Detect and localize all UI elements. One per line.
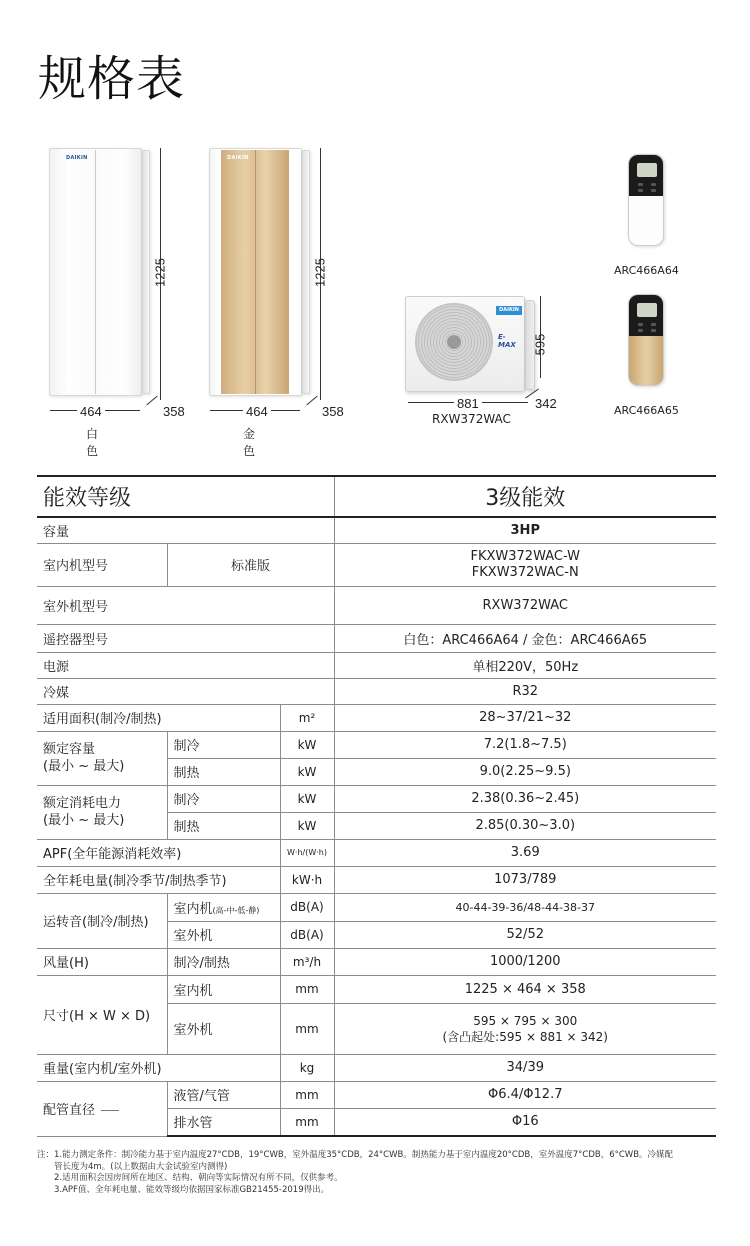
rated-capacity-range-note: (最小 ~ 最大) — [43, 759, 125, 774]
remote-button — [651, 183, 656, 186]
table-row-capacity — [37, 517, 716, 543]
height-dimension: 595 — [532, 333, 548, 356]
rated-power-heat-value: 2.85(0.30~3.0) — [334, 812, 716, 839]
table-row-area — [37, 704, 716, 731]
size-outdoor-label: 室外机 — [167, 1003, 280, 1054]
piping-drain-unit: mm — [280, 1108, 334, 1136]
rated-power-heat-unit: kW — [280, 812, 334, 839]
height-dimension: 1225 — [152, 258, 168, 287]
piping-drain-label: 排水管 — [167, 1108, 280, 1136]
table-row-rated-capacity-cool — [37, 731, 716, 758]
remote-button — [638, 183, 643, 186]
rated-power-cool-value: 2.38(0.36~2.45) — [334, 785, 716, 812]
rated-capacity-cool-unit: kW — [280, 731, 334, 758]
capacity-label: 容量 — [37, 517, 334, 543]
table-row-refrigerant — [37, 678, 716, 704]
table-row-outdoor-model — [37, 586, 716, 624]
remote-gold-body — [628, 294, 664, 386]
rated-capacity-cool-label: 制冷 — [167, 731, 280, 758]
noise-outdoor-unit: dB(A) — [280, 921, 334, 948]
depth-dimension-line — [306, 396, 317, 406]
fan-hub — [447, 335, 461, 349]
table-row-weight — [37, 1054, 716, 1081]
weight-unit: kg — [280, 1054, 334, 1081]
power-label: 电源 — [37, 652, 334, 678]
footnote-2: 2.适用面积会因房间所在地区、结构、朝向等实际情况有所不同，仅供参考。 — [54, 1173, 343, 1183]
remote-model-label: 遥控器型号 — [37, 624, 334, 652]
apf-label: APF(全年能源消耗效率) — [37, 839, 280, 866]
remote-button — [638, 329, 643, 332]
depth-dimension: 358 — [163, 404, 185, 419]
height-dimension: 1225 — [312, 258, 328, 287]
apf-value: 3.69 — [334, 839, 716, 866]
footnote-1-cont: 管长度为4m。(以上数据由大金试验室内测得) — [54, 1161, 228, 1172]
rated-power-label — [37, 785, 167, 839]
size-indoor-label: 室内机 — [167, 975, 280, 1003]
depth-dimension-line — [146, 396, 157, 406]
depth-dimension: 342 — [535, 396, 557, 411]
refrigerant-value: R32 — [334, 678, 716, 704]
area-unit: m² — [280, 704, 334, 731]
piping-label — [37, 1081, 167, 1136]
brand-logo: DAIKIN — [227, 155, 249, 161]
weight-value: 34/39 — [334, 1054, 716, 1081]
piping-label-text: 配管直径 — [43, 1103, 96, 1118]
noise-indoor-label — [167, 893, 280, 921]
size-label: 尺寸(H × W × D) — [37, 975, 167, 1054]
table-row-apf — [37, 839, 716, 866]
spec-table — [37, 475, 716, 1137]
indoor-model-value — [334, 543, 716, 586]
indoor-unit-gold-side — [302, 150, 310, 394]
rated-capacity-cool-value: 7.2(1.8~7.5) — [334, 731, 716, 758]
panel-divider — [255, 150, 256, 394]
rated-capacity-heat-unit: kW — [280, 758, 334, 785]
capacity-value: 3HP — [334, 517, 716, 543]
rated-capacity-label — [37, 731, 167, 785]
annual-power-label: 全年耗电量(制冷季节/制热季节) — [37, 866, 280, 893]
remote-model-value: 白色：ARC466A64 / 金色：ARC466A65 — [334, 624, 716, 652]
airflow-sub: 制冷/制热 — [167, 948, 280, 975]
airflow-label: 风量(H) — [37, 948, 167, 975]
area-label: 适用面积(制冷/制热) — [37, 704, 280, 731]
indoor-model-white: FKXW372WAC-W — [470, 548, 580, 564]
table-row-energy-class — [37, 476, 716, 517]
noise-label: 运转音(制冷/制热) — [37, 893, 167, 948]
remote-gold-caption: ARC466A65 — [614, 404, 679, 417]
power-value: 单相220V，50Hz — [334, 652, 716, 678]
table-row-noise-indoor — [37, 893, 716, 921]
noise-indoor-note: (高-中-低-静) — [212, 905, 260, 915]
table-row-indoor-model — [37, 543, 716, 586]
table-row-power — [37, 652, 716, 678]
rated-capacity-title: 额定容量 — [43, 742, 96, 757]
rated-power-range-note: (最小 ~ 最大) — [43, 813, 125, 828]
rated-power-cool-unit: kW — [280, 785, 334, 812]
table-row-remote-model — [37, 624, 716, 652]
indoor-model-gold: FKXW372WAC-N — [471, 564, 579, 580]
indoor-white-caption: 白色 — [86, 427, 99, 458]
size-outdoor-value — [334, 1003, 716, 1054]
table-row-piping-liquid — [37, 1081, 716, 1108]
remote-screen — [637, 163, 657, 177]
footnotes — [37, 1150, 717, 1196]
apf-unit: W·h/(W·h) — [280, 839, 334, 866]
area-value: 28~37/21~32 — [334, 704, 716, 731]
size-outdoor-note: (含凸起处:595 × 881 × 342) — [442, 1029, 608, 1044]
annual-power-value: 1073/789 — [334, 866, 716, 893]
noise-indoor-value: 40-44-39-36/48-44-38-37 — [334, 893, 716, 921]
indoor-unit-white-side — [142, 150, 150, 394]
piping-drain-value: Φ16 — [334, 1108, 716, 1136]
outdoor-caption: RXW372WAC — [432, 412, 511, 426]
piping-liquid-label: 液管/气管 — [167, 1081, 280, 1108]
noise-indoor-title: 室内机 — [173, 901, 213, 917]
width-dimension: 464 — [243, 404, 271, 419]
energy-class-label: 能效等级 — [37, 476, 334, 517]
indoor-model-sub: 标准版 — [167, 543, 334, 586]
width-dimension: 464 — [77, 404, 105, 419]
brand-badge: DAIKIN — [496, 306, 522, 315]
indoor-gold-caption: 金色 — [243, 427, 256, 458]
remote-button — [638, 189, 643, 192]
size-outdoor-main: 595 × 795 × 300 — [473, 1013, 578, 1028]
table-row-size-indoor — [37, 975, 716, 1003]
panel-divider — [95, 150, 96, 394]
energy-class-value: 3级能效 — [334, 476, 716, 517]
rated-power-heat-label: 制热 — [167, 812, 280, 839]
indoor-model-label: 室内机型号 — [37, 543, 167, 586]
outdoor-model-value: RXW372WAC — [334, 586, 716, 624]
airflow-value: 1000/1200 — [334, 948, 716, 975]
remote-white-body — [628, 154, 664, 246]
noise-outdoor-label: 室外机 — [167, 921, 280, 948]
airflow-unit: m³/h — [280, 948, 334, 975]
page-title: 规格表 — [38, 51, 186, 107]
remote-button — [638, 323, 643, 326]
divider — [101, 1110, 119, 1111]
remote-button — [651, 189, 656, 192]
size-outdoor-unit: mm — [280, 1003, 334, 1054]
rated-power-cool-label: 制冷 — [167, 785, 280, 812]
footnote-1: 注：1.能力测定条件：制冷能力基于室内温度27°CDB，19°CWB，室外温度35°CDB，24°CWB。制热能力基于室内温度20°CDB，室外温度7°CDB，6°CWB。冷媒配 — [37, 1150, 674, 1160]
size-indoor-value: 1225 × 464 × 358 — [334, 975, 716, 1003]
table-row-airflow — [37, 948, 716, 975]
series-logo: E-MAX — [498, 333, 516, 349]
piping-liquid-value: Φ6.4/Φ12.7 — [334, 1081, 716, 1108]
size-indoor-unit: mm — [280, 975, 334, 1003]
noise-indoor-unit: dB(A) — [280, 893, 334, 921]
remote-white-caption: ARC466A64 — [614, 264, 679, 277]
remote-button — [651, 329, 656, 332]
rated-capacity-heat-value: 9.0(2.25~9.5) — [334, 758, 716, 785]
piping-liquid-unit: mm — [280, 1081, 334, 1108]
remote-screen — [637, 303, 657, 317]
footnote-3: 3.APF值、全年耗电量、能效等级均依据国家标准GB21455-2019得出。 — [54, 1184, 330, 1195]
remote-button — [651, 323, 656, 326]
width-dimension: 881 — [454, 396, 482, 411]
annual-power-unit: kW·h — [280, 866, 334, 893]
brand-logo: DAIKIN — [66, 155, 88, 161]
table-row-rated-power-cool — [37, 785, 716, 812]
noise-outdoor-value: 52/52 — [334, 921, 716, 948]
depth-dimension: 358 — [322, 404, 344, 419]
rated-capacity-heat-label: 制热 — [167, 758, 280, 785]
table-row-annual-power — [37, 866, 716, 893]
weight-label: 重量(室内机/室外机) — [37, 1054, 280, 1081]
outdoor-model-label: 室外机型号 — [37, 586, 334, 624]
refrigerant-label: 冷媒 — [37, 678, 334, 704]
rated-power-title: 额定消耗电力 — [43, 796, 122, 811]
